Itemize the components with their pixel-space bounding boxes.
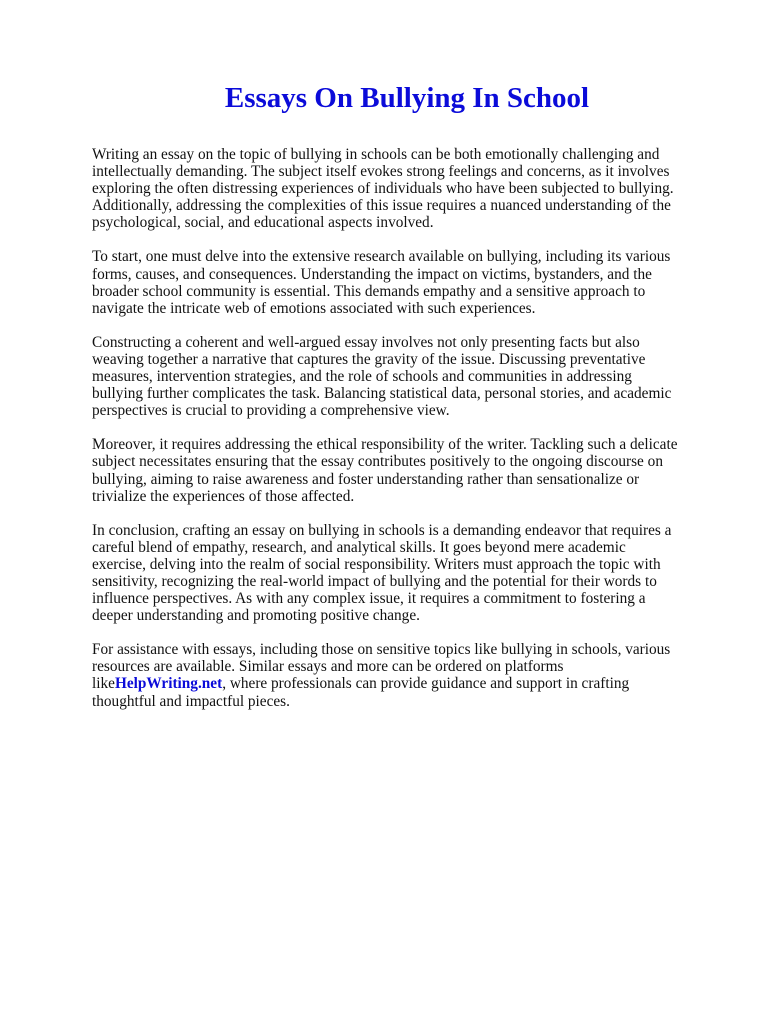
paragraph-6	[92, 641, 682, 709]
paragraph-6-text-before-link: For assistance with essays, including those on sensitive topics like bullying in schools, various resources are available. Similar essays and more can be ordered on platforms like	[92, 641, 671, 693]
helpwriting-link[interactable]: HelpWriting.net	[114, 675, 223, 693]
document-body	[92, 146, 682, 727]
paragraph-6-text-after-link: , where professionals can provide guidance and support in crafting thoughtful and impactful pieces.	[92, 675, 630, 710]
paragraph-3: Constructing a coherent and well-argued essay involves not only presenting facts but also weaving together a narrative that captures the gravity of the issue. Discussing preventative measures, intervention strategies, and the role of schools and communities in addressing bullying further complicates the task. Balancing statistical data, personal stories, and academic perspectives is crucial to providing a comprehensive view.	[92, 333, 672, 420]
document-title: Essays On Bullying In School	[224, 82, 590, 114]
paragraph-2: To start, one must delve into the extensive research available on bullying, including its various forms, causes, and consequences. Understanding the impact on victims, bystanders, and the broader school community is essential. This demands empathy and a sensitive approach to navigate the intricate web of emotions associated with such experiences.	[92, 248, 671, 317]
paragraph-5: In conclusion, crafting an essay on bullying in schools is a demanding endeavor that requires a careful blend of empathy, research, and analytical skills. It goes beyond mere academic exercise, delving into the realm of social responsibility. Writers must approach the topic with sensitivity, recognizing the real-world impact of bullying and the potential for their words to influence perspectives. As with any complex issue, it requires a commitment to fostering a deeper understanding and promoting positive change.	[92, 521, 672, 625]
paragraph-4: Moreover, it requires addressing the ethical responsibility of the writer. Tackling such a delicate subject necessitates ensuring that the essay contributes positively to the ongoing discourse on bullying, aiming to raise awareness and foster understanding rather than sensationalize or trivialize the experiences of those affected.	[92, 436, 678, 505]
paragraph-1: Writing an essay on the topic of bullying in schools can be both emotionally challenging and intellectually demanding. The subject itself evokes strong feelings and concerns, as it involves exploring the often distressing experiences of individuals who have been subjected to bullying. Additionally, addressing the complexities of this issue requires a nuanced understanding of the psychological, social, and educational aspects involved.	[92, 146, 674, 232]
